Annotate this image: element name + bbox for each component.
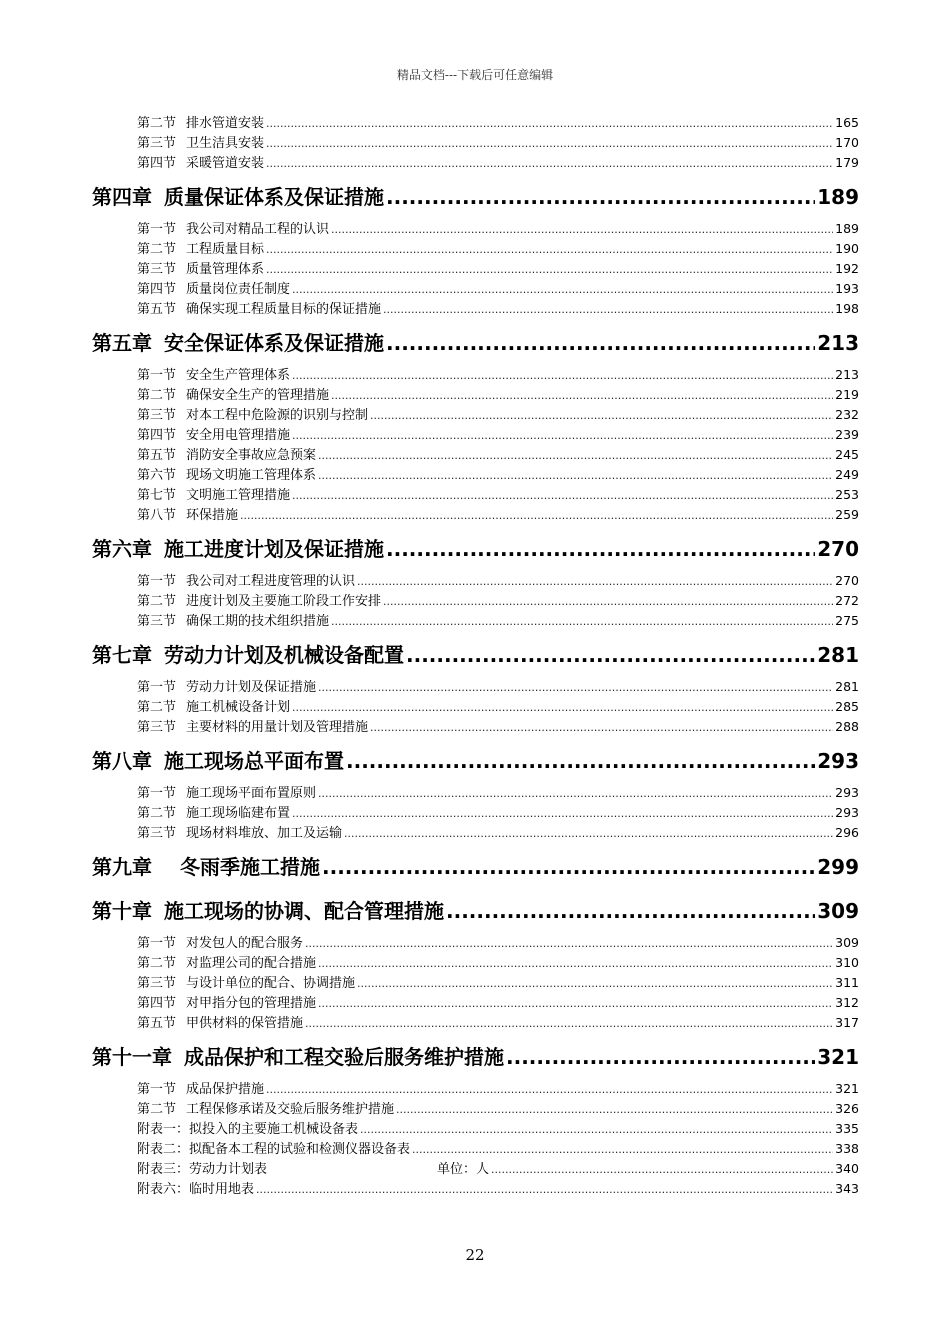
dot-leader [318,954,833,974]
chapter-title: 施工现场总平面布置 [164,749,344,773]
toc-section-entry[interactable] [92,823,859,843]
section-number: 第二节 [137,806,177,821]
dot-leader [506,1037,815,1077]
chapter-number: 第十章 [92,899,152,923]
toc-section-entry[interactable] [92,571,859,591]
dot-leader [292,366,833,386]
page-ref: 309 [835,935,859,950]
dot-leader [491,1160,833,1180]
toc-chapter-entry[interactable] [92,177,859,217]
entry-title: 附表二：拟配备本工程的试验和检测仪器设备表 [137,1142,411,1157]
page-ref: 296 [835,825,859,840]
toc-section-entry[interactable] [92,1179,859,1199]
page-ref: 170 [835,135,859,150]
entry-title: 附表一：拟投入的主要施工机械设备表 [137,1122,359,1137]
section-number: 第一节 [137,574,177,589]
entry-title: 我公司对精品工程的认识 [186,222,330,237]
dot-leader [292,698,833,718]
section-number: 第二节 [137,700,177,715]
entry-title: 工程质量目标 [186,242,265,257]
page-ref: 311 [835,975,859,990]
dot-leader [318,784,833,804]
page-ref: 317 [835,1015,859,1030]
page-ref: 312 [835,995,859,1010]
dot-leader [266,134,833,154]
dot-leader [318,994,833,1014]
dot-leader [383,300,833,320]
entry-title: 对监理公司的配合措施 [186,956,317,971]
entry-title: 施工机械设备计划 [186,700,291,715]
page-header: 精品文档---下载后可任意编辑 [396,68,554,82]
page-ref: 192 [835,261,859,276]
dot-leader [292,804,833,824]
dot-leader [370,718,833,738]
page-ref: 232 [835,407,859,422]
page-ref: 198 [835,301,859,316]
toc-section-entry[interactable] [92,1119,859,1139]
section-number: 第五节 [137,1016,177,1031]
section-number: 第一节 [137,222,177,237]
dot-leader [357,572,833,592]
section-number: 第三节 [137,720,177,735]
page-ref: 270 [817,537,859,561]
chapter-title: 施工现场的协调、配合管理措施 [164,899,444,923]
entry-title: 文明施工管理措施 [186,488,291,503]
dot-leader [412,1140,833,1160]
page-ref: 343 [835,1181,859,1196]
section-number: 第四节 [137,996,177,1011]
dot-leader [386,529,815,569]
entry-title: 工程保修承诺及交验后服务维护措施 [186,1102,395,1117]
section-number: 第一节 [137,680,177,695]
chapter-title: 劳动力计划及机械设备配置 [164,643,404,667]
chapter-title: 冬雨季施工措施 [180,855,320,879]
entry-title: 现场材料堆放、加工及运输 [186,826,343,841]
page-ref: 270 [835,573,859,588]
entry-title: 安全用电管理措施 [186,428,291,443]
entry-title: 劳动力计划及保证措施 [186,680,317,695]
dot-leader [292,426,833,446]
toc-section-entry[interactable] [92,465,859,485]
section-number: 第六节 [137,468,177,483]
chapter-title: 成品保护和工程交验后服务维护措施 [184,1045,504,1069]
section-number: 第三节 [137,408,177,423]
entry-title: 环保措施 [186,508,239,523]
entry-title: 主要材料的用量计划及管理措施 [186,720,369,735]
page-ref: 189 [835,221,859,236]
toc-section-entry[interactable] [92,299,859,319]
chapter-number: 第四章 [92,185,152,209]
dot-leader [266,114,833,134]
page-ref: 193 [835,281,859,296]
chapter-number: 第七章 [92,643,152,667]
page-ref: 293 [817,749,859,773]
page-ref: 309 [817,899,859,923]
toc-section-entry[interactable] [92,405,859,425]
toc-chapter-entry[interactable] [92,891,859,931]
section-number: 第三节 [137,136,177,151]
page-number: 22 [465,1246,485,1264]
page-ref: 285 [835,699,859,714]
page-ref: 189 [817,185,859,209]
dot-leader [240,506,833,526]
section-number: 第二节 [137,388,177,403]
toc-section-entry[interactable] [92,953,859,973]
entry-title: 施工现场临建布置 [186,806,291,821]
page-ref: 299 [817,855,859,879]
toc-chapter-entry[interactable] [92,323,859,363]
dot-leader [292,280,833,300]
section-number: 第四节 [137,156,177,171]
page-ref: 165 [835,115,859,130]
toc-section-entry[interactable] [92,933,859,953]
page-ref: 179 [835,155,859,170]
toc-section-entry[interactable] [92,505,859,525]
toc-section-entry[interactable] [92,611,859,631]
unit-label: 单位：人 [437,1162,490,1177]
toc-section-entry[interactable] [92,425,859,445]
page-ref: 321 [835,1081,859,1096]
dot-leader [318,466,833,486]
entry-title: 质量管理体系 [186,262,265,277]
toc-chapter-entry[interactable] [92,529,859,569]
chapter-number: 第六章 [92,537,152,561]
page-ref: 213 [835,367,859,382]
section-number: 第四节 [137,428,177,443]
section-number: 第四节 [137,282,177,297]
page-ref: 239 [835,427,859,442]
page-ref: 293 [835,785,859,800]
toc-section-entry[interactable] [92,259,859,279]
entry-title: 消防安全事故应急预案 [186,448,317,463]
dot-leader [331,220,833,240]
page-ref: 272 [835,593,859,608]
dot-leader [331,386,833,406]
section-number: 第三节 [137,262,177,277]
toc-section-entry[interactable] [92,385,859,405]
toc-chapter-entry[interactable] [92,847,859,887]
toc-section-entry[interactable] [92,219,859,239]
dot-leader [446,891,815,931]
page-ref: 259 [835,507,859,522]
toc-section-entry[interactable] [92,803,859,823]
section-number: 第二节 [137,116,177,131]
dot-leader [360,1120,833,1140]
page-ref: 335 [835,1121,859,1136]
dot-leader [305,1014,833,1034]
dot-leader [386,323,815,363]
section-number: 第三节 [137,976,177,991]
section-number: 第一节 [137,368,177,383]
section-number: 第三节 [137,826,177,841]
dot-leader [344,824,833,844]
dot-leader [357,974,833,994]
entry-title: 现场文明施工管理体系 [186,468,317,483]
dot-leader [292,486,833,506]
entry-title: 卫生洁具安装 [186,136,265,151]
dot-leader [370,406,833,426]
page-ref: 190 [835,241,859,256]
entry-title: 甲供材料的保管措施 [186,1016,304,1031]
toc-section-entry[interactable] [92,133,859,153]
toc-section-entry[interactable] [92,239,859,259]
entry-title: 排水管道安装 [186,116,265,131]
page-ref: 275 [835,613,859,628]
section-number: 第二节 [137,594,177,609]
entry-title: 对甲指分包的管理措施 [186,996,317,1011]
chapter-number: 第九章 [92,855,152,879]
dot-leader [318,446,833,466]
chapter-title: 安全保证体系及保证措施 [164,331,384,355]
entry-title: 与设计单位的配合、协调措施 [186,976,356,991]
page-ref: 338 [835,1141,859,1156]
toc-section-entry[interactable] [92,485,859,505]
entry-title: 我公司对工程进度管理的认识 [186,574,356,589]
dot-leader [331,612,833,632]
section-number: 第一节 [137,786,177,801]
toc-section-entry[interactable] [92,591,859,611]
page-ref: 245 [835,447,859,462]
entry-title: 确保安全生产的管理措施 [186,388,330,403]
dot-leader [266,240,833,260]
dot-leader [266,154,833,174]
section-number: 第五节 [137,448,177,463]
chapter-number: 第五章 [92,331,152,355]
toc-section-entry[interactable] [92,1139,859,1159]
section-number: 第一节 [137,936,177,951]
page-ref: 281 [835,679,859,694]
page-ref: 281 [817,643,859,667]
page-ref: 288 [835,719,859,734]
toc-section-entry[interactable] [92,677,859,697]
entry-title: 对发包人的配合服务 [186,936,304,951]
page-ref: 293 [835,805,859,820]
dot-leader [266,1080,833,1100]
entry-title: 确保实现工程质量目标的保证措施 [186,302,382,317]
dot-leader [256,1180,833,1200]
entry-title: 安全生产管理体系 [186,368,291,383]
chapter-title: 质量保证体系及保证措施 [164,185,384,209]
entry-title: 附表六：临时用地表 [137,1182,255,1197]
toc-section-entry[interactable] [92,973,859,993]
entry-title: 确保工期的技术组织措施 [186,614,330,629]
section-number: 第七节 [137,488,177,503]
entry-title: 进度计划及主要施工阶段工作安排 [186,594,382,609]
section-number: 第二节 [137,242,177,257]
toc-section-entry[interactable] [92,1099,859,1119]
dot-leader [396,1100,833,1120]
page-ref: 253 [835,487,859,502]
section-number: 第二节 [137,956,177,971]
section-number: 第八节 [137,508,177,523]
toc-section-entry[interactable] [92,993,859,1013]
entry-title: 采暖管道安装 [186,156,265,171]
section-number: 第二节 [137,1102,177,1117]
toc-chapter-entry[interactable] [92,1037,859,1077]
page-ref: 326 [835,1101,859,1116]
toc-section-entry[interactable] [92,153,859,173]
dot-leader [266,260,833,280]
dot-leader [346,741,815,781]
toc-section-entry[interactable] [92,1013,859,1033]
chapter-title: 施工进度计划及保证措施 [164,537,384,561]
toc-section-entry[interactable] [92,113,859,133]
dot-leader [322,847,815,887]
toc-section-entry[interactable] [92,1079,859,1099]
table-of-contents [92,113,859,1199]
entry-title: 附表三：劳动力计划表 [137,1162,268,1177]
toc-section-entry[interactable] [92,783,859,803]
entry-title: 质量岗位责任制度 [186,282,291,297]
toc-chapter-entry[interactable] [92,635,859,675]
toc-section-entry[interactable] [92,365,859,385]
toc-section-entry[interactable] [92,445,859,465]
toc-section-entry[interactable] [92,697,859,717]
toc-section-entry[interactable] [92,279,859,299]
entry-title: 对本工程中危险源的识别与控制 [186,408,369,423]
dot-leader [386,177,815,217]
page-ref: 249 [835,467,859,482]
section-number: 第三节 [137,614,177,629]
page-ref: 340 [835,1161,859,1176]
toc-section-entry[interactable] [92,717,859,737]
dot-leader [383,592,833,612]
page-ref: 321 [817,1045,859,1069]
dot-leader [406,635,815,675]
section-number: 第一节 [137,1082,177,1097]
dot-leader [305,934,833,954]
toc-chapter-entry[interactable] [92,741,859,781]
page-ref: 310 [835,955,859,970]
chapter-number: 第十一章 [92,1045,172,1069]
toc-section-entry[interactable] [92,1159,859,1179]
entry-title: 施工现场平面布置原则 [186,786,317,801]
chapter-number: 第八章 [92,749,152,773]
dot-leader [318,678,833,698]
page-ref: 213 [817,331,859,355]
page-ref: 219 [835,387,859,402]
entry-title: 成品保护措施 [186,1082,265,1097]
section-number: 第五节 [137,302,177,317]
